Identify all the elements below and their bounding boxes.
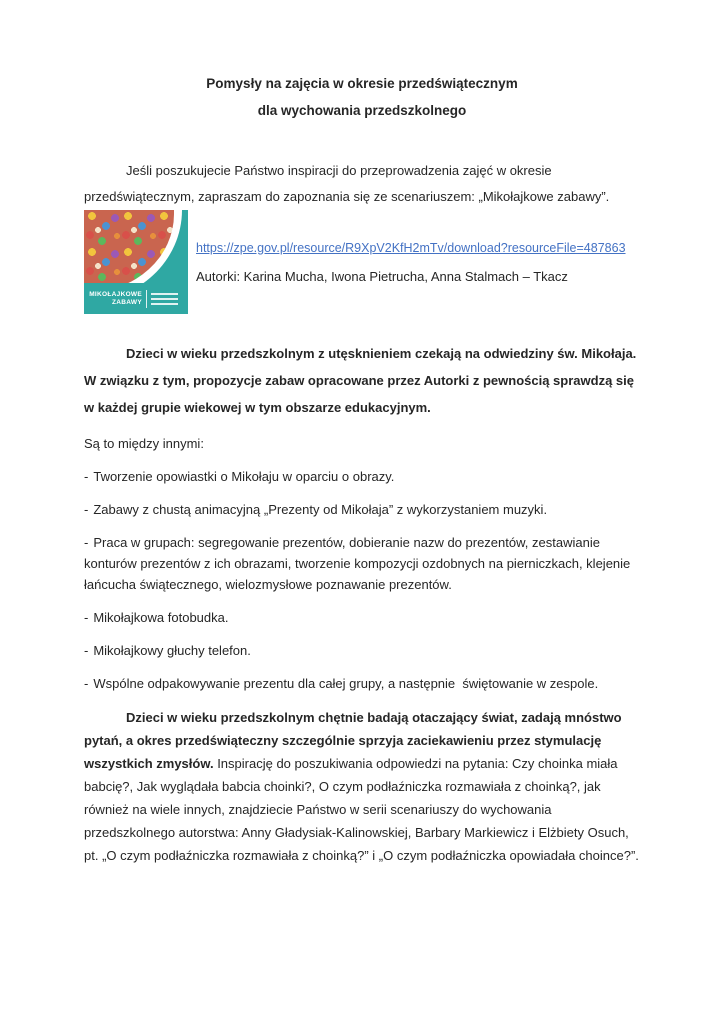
list-item <box>84 499 640 520</box>
cover-title-band <box>84 283 188 314</box>
cover-author-lines <box>151 293 178 305</box>
intro-paragraph: Jeśli poszukujecie Państwo inspiracji do przeprowadzenia zajęć w okresie przedświątecznym, zapraszam do zapoznania się ze scenariuszem: „Mikołajkowe zabawy”. <box>84 163 610 204</box>
resource-block <box>84 210 640 314</box>
list-bullet: - <box>84 643 89 658</box>
lead-bold-paragraph: Dzieci w wieku przedszkolnym z utęsknieniem czekają na odwiedziny św. Mikołaja. W związku z tym, propozycje zabaw opracowane przez Autorki z pewnością sprawdzą się w każdej grupie wiekowej w tym obszarze edukacyjnym. <box>84 346 637 415</box>
authors-line: Autorki: Karina Mucha, Iwona Pietrucha, Anna Stalmach – Tkacz <box>196 268 568 284</box>
list-bullet: - <box>84 535 89 550</box>
closing-bold-text: Dzieci w wieku przedszkolnym chętnie badają otaczający świat, zadają mnóstwo pytań, a okres przedświąteczny szczególnie sprzyja zaciekawieniu przez stymulację wszystkich zmysłów. <box>84 710 622 771</box>
list-item <box>84 673 640 694</box>
list-item-text: Praca w grupach: segregowanie prezentów, dobieranie nazw do prezentów, zestawianie konturów prezentów z ich obrazami, tworzenie kompozycji ozdobnych na pierniczkach, klejenie łańcucha świątecznego, wielozmysłowe poznawanie prezentów. <box>84 535 631 592</box>
cover-photo <box>84 210 174 292</box>
list-item-text: Mikołajkowy głuchy telefon. <box>93 643 251 658</box>
list-item-text: Zabawy z chustą animacyjną „Prezenty od Mikołaja” z wykorzystaniem muzyki. <box>93 502 548 517</box>
list-item <box>84 607 640 628</box>
scenario-cover-thumbnail <box>84 210 188 314</box>
closing-regular-text: Inspirację do poszukiwania odpowiedzi na pytania: Czy choinka miała babcię?, Jak wyglądała babcia choinki?, O czym podłaźniczka rozmawiała z choinką?, jak również na wiele innych, znajdziecie Państwo w serii scenariuszy do wychowania przedszkolnego autorstwa: Anny Gładysiak-Kalinowskiej, Barbary Markiewicz i Elżbiety Osuch, pt. „O czym podłaźniczka rozmawiała z choinką?” i „O czym podłaźniczka opowiadała choince?”. <box>84 756 639 863</box>
list-intro: Są to między innymi: <box>84 436 204 451</box>
list-item <box>84 532 640 595</box>
activity-list <box>84 466 640 694</box>
page-title-line2: dla wychowania przedszkolnego <box>257 103 467 118</box>
list-bullet: - <box>84 676 89 691</box>
list-bullet: - <box>84 469 89 484</box>
cover-title-line2: ZABAWY <box>112 298 142 306</box>
page-title-line1: Pomysły na zajęcia w okresie przedświątecznym <box>206 76 518 91</box>
list-item <box>84 466 640 487</box>
resource-download-link[interactable]: https://zpe.gov.pl/resource/R9XpV2KfH2mTv/download?resourceFile=487863 <box>196 240 626 255</box>
list-bullet: - <box>84 610 89 625</box>
resource-meta <box>196 210 626 314</box>
list-item-text: Tworzenie opowiastki o Mikołaju w oparciu o obrazy. <box>93 469 395 484</box>
closing-paragraph <box>84 706 640 867</box>
cover-divider <box>146 290 147 308</box>
list-item-text: Mikołajkowa fotobudka. <box>93 610 229 625</box>
list-bullet: - <box>84 502 89 517</box>
cover-title-line1: MIKOŁAJKOWE <box>89 290 142 298</box>
cover-title <box>88 291 142 307</box>
list-item <box>84 640 640 661</box>
page-title <box>84 70 640 124</box>
list-item-text: Wspólne odpakowywanie prezentu dla całej grupy, a następnie świętowanie w zespole. <box>93 676 599 691</box>
